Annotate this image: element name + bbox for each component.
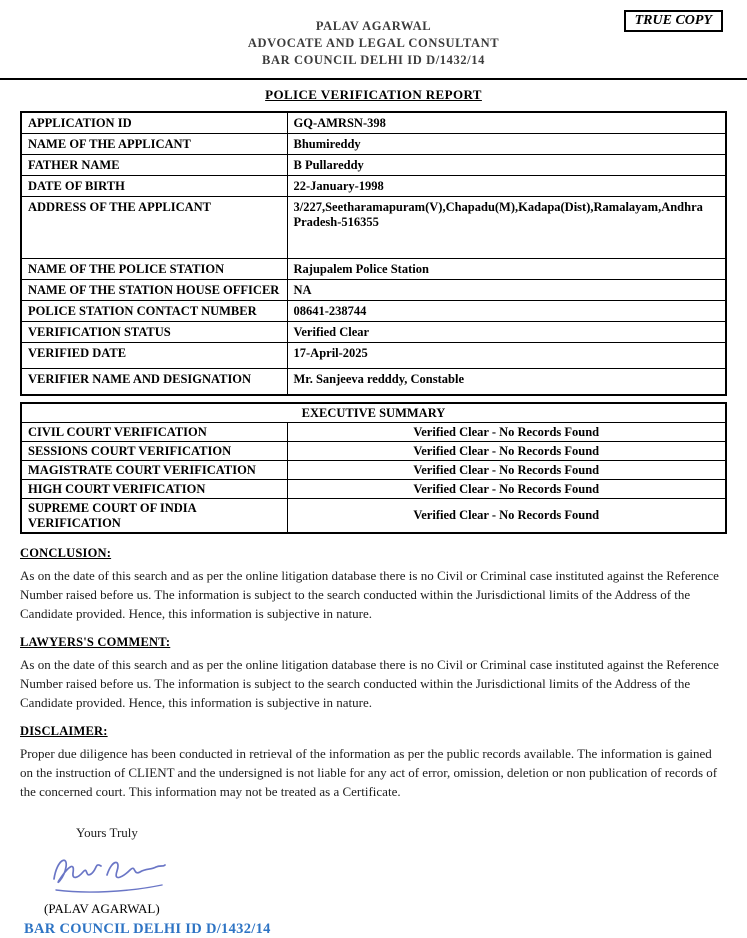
- signature-block: [44, 847, 727, 899]
- table-row: [21, 259, 726, 280]
- disclaimer-heading: DISCLAIMER:: [20, 723, 108, 738]
- footer-bar-id: BAR COUNCIL DELHI ID D/1432/14: [24, 920, 271, 937]
- table-row: [21, 460, 726, 479]
- table-row: [21, 422, 726, 441]
- table-row: [21, 403, 726, 423]
- field-value: Mr. Sanjeeva redddy, Constable: [287, 369, 726, 395]
- report-title: POLICE VERIFICATION REPORT: [265, 87, 482, 102]
- conclusion-text: As on the date of this search and as per the online litigation database there is no Civil or Criminal case instituted against the Reference Number raised before us. The information is subject to the search conducted within the Jurisdictional limits of the Address of the Candidate provided. Hence, this information is subjective in nature.: [20, 567, 719, 621]
- field-value: GQ-AMRSN-398: [287, 112, 726, 134]
- field-label: NAME OF THE POLICE STATION: [21, 259, 287, 280]
- field-value: Rajupalem Police Station: [287, 259, 726, 280]
- advocate-bar-id: BAR COUNCIL DELHI ID D/1432/14: [262, 53, 485, 67]
- lawyers-comment-text: As on the date of this search and as per the online litigation database there is no Civil or Criminal case instituted against the Reference Number raised before us. The information is subject to the search conducted within the Jurisdictional limits of the Address of the Candidate provided. Hence, this information is subjective in nature.: [20, 656, 719, 710]
- table-row: [21, 498, 726, 533]
- field-label: POLICE STATION CONTACT NUMBER: [21, 301, 287, 322]
- lawyers-comment-section: [20, 635, 727, 712]
- field-value: 08641-238744: [287, 301, 726, 322]
- field-value: 17-April-2025: [287, 343, 726, 369]
- field-label: FATHER NAME: [21, 155, 287, 176]
- summary-value: Verified Clear - No Records Found: [287, 460, 726, 479]
- true-copy-stamp: TRUE COPY: [624, 10, 723, 32]
- field-label: APPLICATION ID: [21, 112, 287, 134]
- table-row: [21, 155, 726, 176]
- field-label: NAME OF THE APPLICANT: [21, 134, 287, 155]
- table-row: [21, 322, 726, 343]
- closing-text: Yours Truly: [76, 824, 138, 840]
- table-row: [21, 301, 726, 322]
- table-row: [21, 176, 726, 197]
- summary-label: SESSIONS COURT VERIFICATION: [21, 441, 287, 460]
- summary-value: Verified Clear - No Records Found: [287, 498, 726, 533]
- conclusion-heading: CONCLUSION:: [20, 545, 112, 560]
- field-value: 22-January-1998: [287, 176, 726, 197]
- advocate-name: PALAV AGARWAL: [315, 19, 432, 33]
- field-value: Bhumireddy: [287, 134, 726, 155]
- table-row: [21, 441, 726, 460]
- conclusion-section: [20, 546, 727, 623]
- field-label: NAME OF THE STATION HOUSE OFFICER: [21, 280, 287, 301]
- field-value: B Pullareddy: [287, 155, 726, 176]
- advocate-title: ADVOCATE AND LEGAL CONSULTANT: [247, 36, 500, 50]
- table-row: [21, 134, 726, 155]
- signature-image: [44, 847, 174, 899]
- summary-label: CIVIL COURT VERIFICATION: [21, 422, 287, 441]
- letterhead: [20, 18, 727, 69]
- applicant-details-table: [20, 111, 727, 396]
- field-label: VERIFICATION STATUS: [21, 322, 287, 343]
- summary-value: Verified Clear - No Records Found: [287, 441, 726, 460]
- summary-label: MAGISTRATE COURT VERIFICATION: [21, 460, 287, 479]
- table-row: [21, 369, 726, 395]
- field-label: VERIFIED DATE: [21, 343, 287, 369]
- summary-value: Verified Clear - No Records Found: [287, 479, 726, 498]
- disclaimer-text: Proper due diligence has been conducted in retrieval of the information as per the public records available. The information is gained on the instruction of CLIENT and the undersigned is not liable for any act of error, omission, deletion or non publication of records of the concerned court. This information may not be treated as a Certificate.: [20, 745, 718, 799]
- signatory-name: (PALAV AGARWAL): [44, 900, 160, 916]
- table-row: [21, 479, 726, 498]
- lawyers-comment-heading: LAWYERS'S COMMENT:: [20, 634, 171, 649]
- field-value: Verified Clear: [287, 322, 726, 343]
- table-row: [21, 280, 726, 301]
- field-label: VERIFIER NAME AND DESIGNATION: [21, 369, 287, 395]
- field-value: NA: [287, 280, 726, 301]
- header-divider: [0, 78, 747, 80]
- executive-summary-title: EXECUTIVE SUMMARY: [21, 403, 726, 423]
- field-value: 3/227,Seetharamapuram(V),Chapadu(M),Kadapa(Dist),Ramalayam,Andhra Pradesh-516355: [287, 197, 726, 259]
- table-row: [21, 197, 726, 259]
- summary-value: Verified Clear - No Records Found: [287, 422, 726, 441]
- disclaimer-section: [20, 724, 727, 801]
- summary-label: HIGH COURT VERIFICATION: [21, 479, 287, 498]
- table-row: [21, 343, 726, 369]
- field-label: DATE OF BIRTH: [21, 176, 287, 197]
- summary-label: SUPREME COURT OF INDIA VERIFICATION: [21, 498, 287, 533]
- executive-summary-table: [20, 402, 727, 534]
- field-label: ADDRESS OF THE APPLICANT: [21, 197, 287, 259]
- table-row: [21, 112, 726, 134]
